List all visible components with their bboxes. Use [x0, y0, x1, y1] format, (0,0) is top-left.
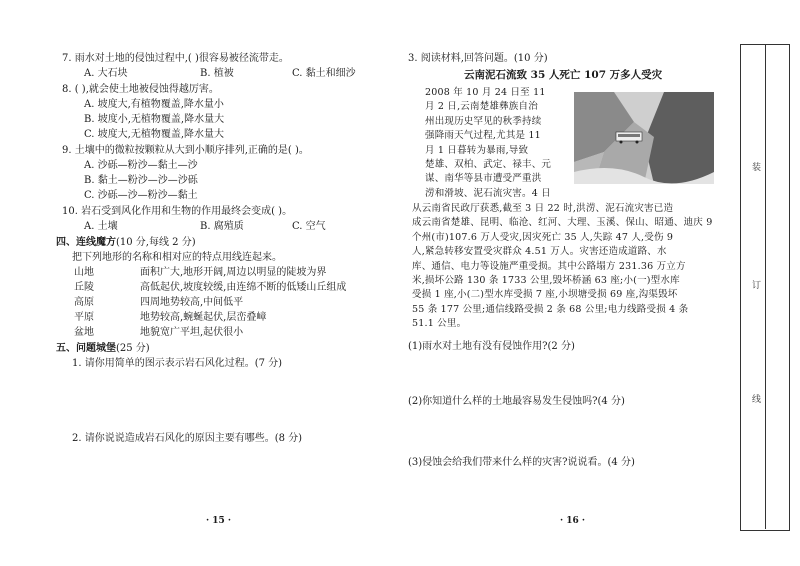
section-4-title: 四、连线魔方: [56, 237, 116, 248]
section-4-heading: [56, 236, 196, 250]
question-8-option-c: C. 坡度大,无植物覆盖,降水量大: [84, 129, 225, 140]
question-8-stem: 8. ( ),就会使土地被侵蚀得越厉害。: [62, 84, 219, 95]
article-line: 成云南省楚雄、昆明、临沧、红河、大理、玉溪、保山、昭通、迪庆 9: [412, 217, 713, 229]
landform-name: 盆地: [74, 327, 94, 338]
question-7-option-b: B. 植被: [200, 68, 234, 79]
question-10-option-a: A. 土壤: [84, 221, 118, 232]
question-9-option-c: C. 沙砾—沙—粉沙—黏土: [84, 190, 198, 201]
section-5-score: (25 分): [116, 343, 150, 354]
article-line: 月 2 日,云南楚雄彝族自治: [425, 101, 538, 113]
landform-feature: 地势较高,蜿蜒起伏,层峦叠嶂: [140, 312, 267, 323]
question-10-option-c: C. 空气: [292, 221, 326, 232]
section-5-title: 五、问题城堡: [56, 343, 116, 354]
landslide-photo-image: [574, 92, 714, 184]
article-line: 51.1 公里。: [412, 318, 467, 330]
landform-name: 平原: [74, 312, 94, 323]
question-7-stem: 7. 雨水对土地的侵蚀过程中,( )很容易被径流带走。: [62, 53, 289, 64]
section-5-heading: [56, 342, 150, 356]
question-7-option-c: C. 黏土和细沙: [292, 68, 356, 79]
question-10-option-b: B. 腐殖质: [200, 221, 244, 232]
article-line: 55 条 177 公里;通信线路受损 2 条 68 公里;电力线路受损 4 条: [412, 303, 689, 315]
article-line: 州出现历史罕见的秋季持续: [425, 115, 542, 127]
article-line: 个州(市)107.6 万人受灾,因灾死亡 35 人,失踪 47 人,受伤 9: [412, 231, 674, 243]
binding-char: 线: [752, 395, 762, 405]
question-10-stem: 10. 岩石受到风化作用和生物的作用最终会变成( )。: [62, 206, 293, 217]
landform-feature: 地貌宽广平坦,起伏很小: [140, 327, 244, 338]
article-headline: 云南泥石流致 35 人死亡 107 万多人受灾: [464, 69, 663, 81]
sub-question-2: (2)你知道什么样的土地最容易发生侵蚀吗?(4 分): [408, 396, 625, 407]
article-line: 2008 年 10 月 24 日至 11: [425, 87, 546, 98]
article-text-narrow: [425, 86, 551, 201]
question-9-option-a: A. 沙砾—粉沙—黏土—沙: [84, 160, 198, 171]
landform-feature: 面积广大,地形开阔,周边以明显的陡坡为界: [140, 267, 327, 278]
section-4-score: (10 分,每线 2 分): [116, 237, 196, 248]
problem-2: 2. 请你说说造成岩石风化的原因主要有哪些。(8 分): [72, 433, 303, 444]
question-8-option-b: B. 坡度小,无植物覆盖,降水量大: [84, 114, 225, 125]
article-line: 谋、南华等县市遭受严重洪: [425, 173, 542, 185]
article-line: 强降雨天气过程,尤其是 11: [425, 130, 541, 142]
landform-name: 山地: [74, 267, 94, 278]
binding-char: 订: [752, 281, 762, 291]
article-line: 楚雄、双柏、武定、禄丰、元: [425, 159, 552, 171]
article-text-wide: [412, 202, 712, 332]
binding-char: 装: [752, 163, 762, 173]
article-line: 涝和滑坡、泥石流灾害。4 日: [425, 187, 551, 199]
question-8-option-a: A. 坡度大,有植物覆盖,降水量小: [84, 99, 224, 110]
article-line: 月 1 日暮转为暴雨,导致: [425, 144, 529, 156]
sub-question-3: (3)侵蚀会给我们带来什么样的灾害?说说看。(4 分): [408, 457, 635, 468]
problem-1: 1. 请你用简单的图示表示岩石风化过程。(7 分): [72, 358, 283, 369]
landform-name: 丘陵: [74, 282, 94, 293]
landform-feature: 四周地势较高,中间低平: [140, 297, 244, 308]
page-number-left: · 15 ·: [206, 516, 232, 526]
article-line: 从云南省民政厅获悉,截至 3 日 22 时,洪涝、泥石流灾害已造: [412, 203, 674, 214]
landslide-photo: [574, 92, 714, 184]
question-9-stem: 9. 土壤中的微粒按颗粒从大到小顺序排列,正确的是( )。: [62, 145, 309, 156]
sub-question-1: (1)雨水对土地有没有侵蚀作用?(2 分): [408, 341, 575, 352]
binding-line: [765, 44, 766, 529]
question-3-stem: 3. 阅读材料,回答问题。(10 分): [408, 53, 548, 64]
page-number-right: · 16 ·: [560, 516, 586, 526]
article-line: 米,损坏公路 130 条 1733 公里,毁坏桥涵 63 座;小(一)型水库: [412, 275, 680, 287]
article-line: 人,紧急转移安置受灾群众 4.51 万人。灾害还造成道路、水: [412, 246, 667, 258]
section-4-instruction: 把下列地形的名称和相对应的特点用线连起来。: [72, 252, 282, 263]
landform-name: 高原: [74, 297, 94, 308]
article-line: 受损 1 座,小(二)型水库受损 7 座,小坝塘受损 69 座,沟渠毁坏: [412, 289, 678, 301]
question-7-option-a: A. 大石块: [84, 68, 128, 79]
question-9-option-b: B. 黏土—粉沙—沙—沙砾: [84, 175, 198, 186]
landform-feature: 高低起伏,坡度较缓,由连绵不断的低矮山丘组成: [140, 282, 347, 293]
article-line: 库、通信、电力等设施严重受损。其中公路塌方 231.36 万立方: [412, 260, 686, 272]
